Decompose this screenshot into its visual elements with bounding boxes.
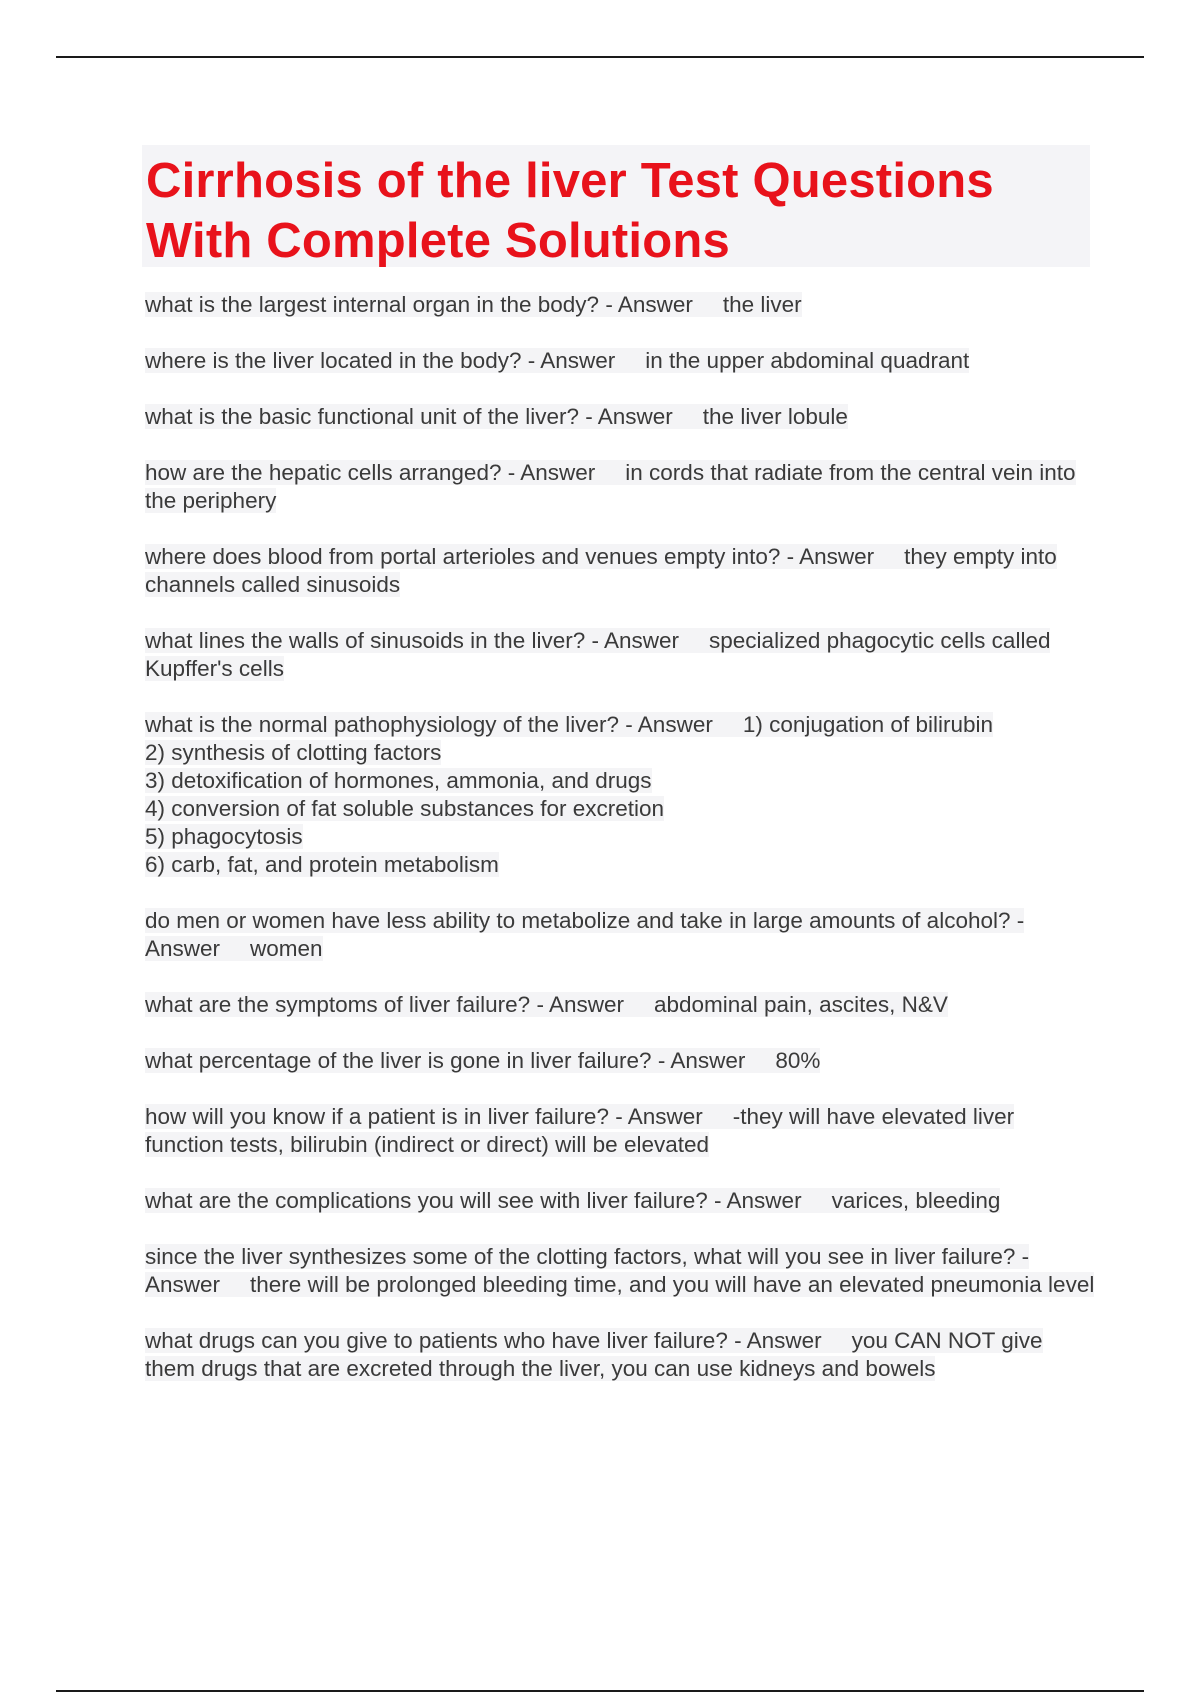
answer-list-line: 2) synthesis of clotting factors [145,740,442,765]
answer-label: - Answer [507,460,596,485]
qa-list [145,291,1095,1411]
qa-item [145,711,1095,879]
answer-label: - Answer [145,1244,1030,1297]
qa-item [145,291,1095,319]
header-rule [56,56,1144,58]
question-text: since the liver synthesizes some of the clotting factors, what will you see in liver failure? [145,1244,1016,1269]
question-text: how will you know if a patient is in liver failure? [145,1104,609,1129]
question-text: what percentage of the liver is gone in liver failure? [145,1048,652,1073]
answer-text: the liver [722,292,802,317]
question-text: how are the hepatic cells arranged? [145,460,502,485]
answer-text: -they will have elevated liver function tests, bilirubin (indirect or direct) will be elevated [145,1104,1015,1157]
answer-label: - Answer [527,348,616,373]
answer-label: - Answer [585,404,673,429]
answer-text: varices, bleeding [831,1188,1001,1213]
question-text: what is the normal pathophysiology of the liver? [145,712,620,737]
qa-item [145,1243,1095,1299]
answer-label: - Answer [734,1328,822,1353]
question-text: do men or women have less ability to metabolize and take in large amounts of alcohol? [145,908,1011,933]
qa-item [145,991,1095,1019]
answer-text: in cords that radiate from the central vein into the periphery [145,460,1076,513]
answer-text: the liver lobule [702,404,848,429]
qa-item [145,1327,1095,1383]
answer-list-line: 6) carb, fat, and protein metabolism [145,852,499,877]
footer-rule [56,1690,1144,1692]
question-text: what are the symptoms of liver failure? [145,992,531,1017]
question-text: what drugs can you give to patients who have liver failure? [145,1328,728,1353]
question-text: what are the complications you will see with liver failure? [145,1188,708,1213]
qa-item [145,347,1095,375]
answer-label: - Answer [714,1188,802,1213]
qa-item [145,459,1095,515]
answer-label: - Answer [591,628,680,653]
qa-item [145,1103,1095,1159]
question-text: what is the basic functional unit of the liver? [145,404,579,429]
answer-text: abdominal pain, ascites, N&V [653,992,948,1017]
answer-label: - Answer [657,1048,746,1073]
answer-label: - Answer [605,292,693,317]
answer-text: 1) conjugation of bilirubin [742,712,993,737]
answer-text: 80% [775,1048,821,1073]
qa-item [145,907,1095,963]
answer-text: in the upper abdominal quadrant [645,348,970,373]
qa-item [145,627,1095,683]
answer-label: - Answer [625,712,713,737]
answer-label: - Answer [615,1104,703,1129]
qa-item [145,1047,1095,1075]
answer-label: - Answer [536,992,624,1017]
qa-item [145,403,1095,431]
answer-text: women [250,936,323,961]
question-text: what lines the walls of sinusoids in the liver? [145,628,586,653]
document-title: Cirrhosis of the liver Test Questions With Complete Solutions [146,154,994,268]
question-text: where is the liver located in the body? [145,348,522,373]
answer-list-line: 3) detoxification of hormones, ammonia, and drugs [145,768,652,793]
answer-text: you CAN NOT give them drugs that are excreted through the liver, you can use kidneys and bowels [145,1328,1043,1381]
question-text: what is the largest internal organ in the body? [145,292,600,317]
answer-list-line: 4) conversion of fat soluble substances for excretion [145,796,665,821]
answer-text: there will be prolonged bleeding time, and you will have an elevated pneumonia level [250,1272,1095,1297]
answer-label: - Answer [786,544,875,569]
qa-item [145,543,1095,599]
qa-item [145,1187,1095,1215]
question-text: where does blood from portal arterioles and venues empty into? [145,544,781,569]
answer-list-line: 5) phagocytosis [145,824,303,849]
title-box [142,145,1090,267]
answer-text: specialized phagocytic cells called Kupffer's cells [145,628,1051,681]
answer-text: they empty into channels called sinusoids [145,544,1057,597]
answer-label: - Answer [145,908,1025,961]
